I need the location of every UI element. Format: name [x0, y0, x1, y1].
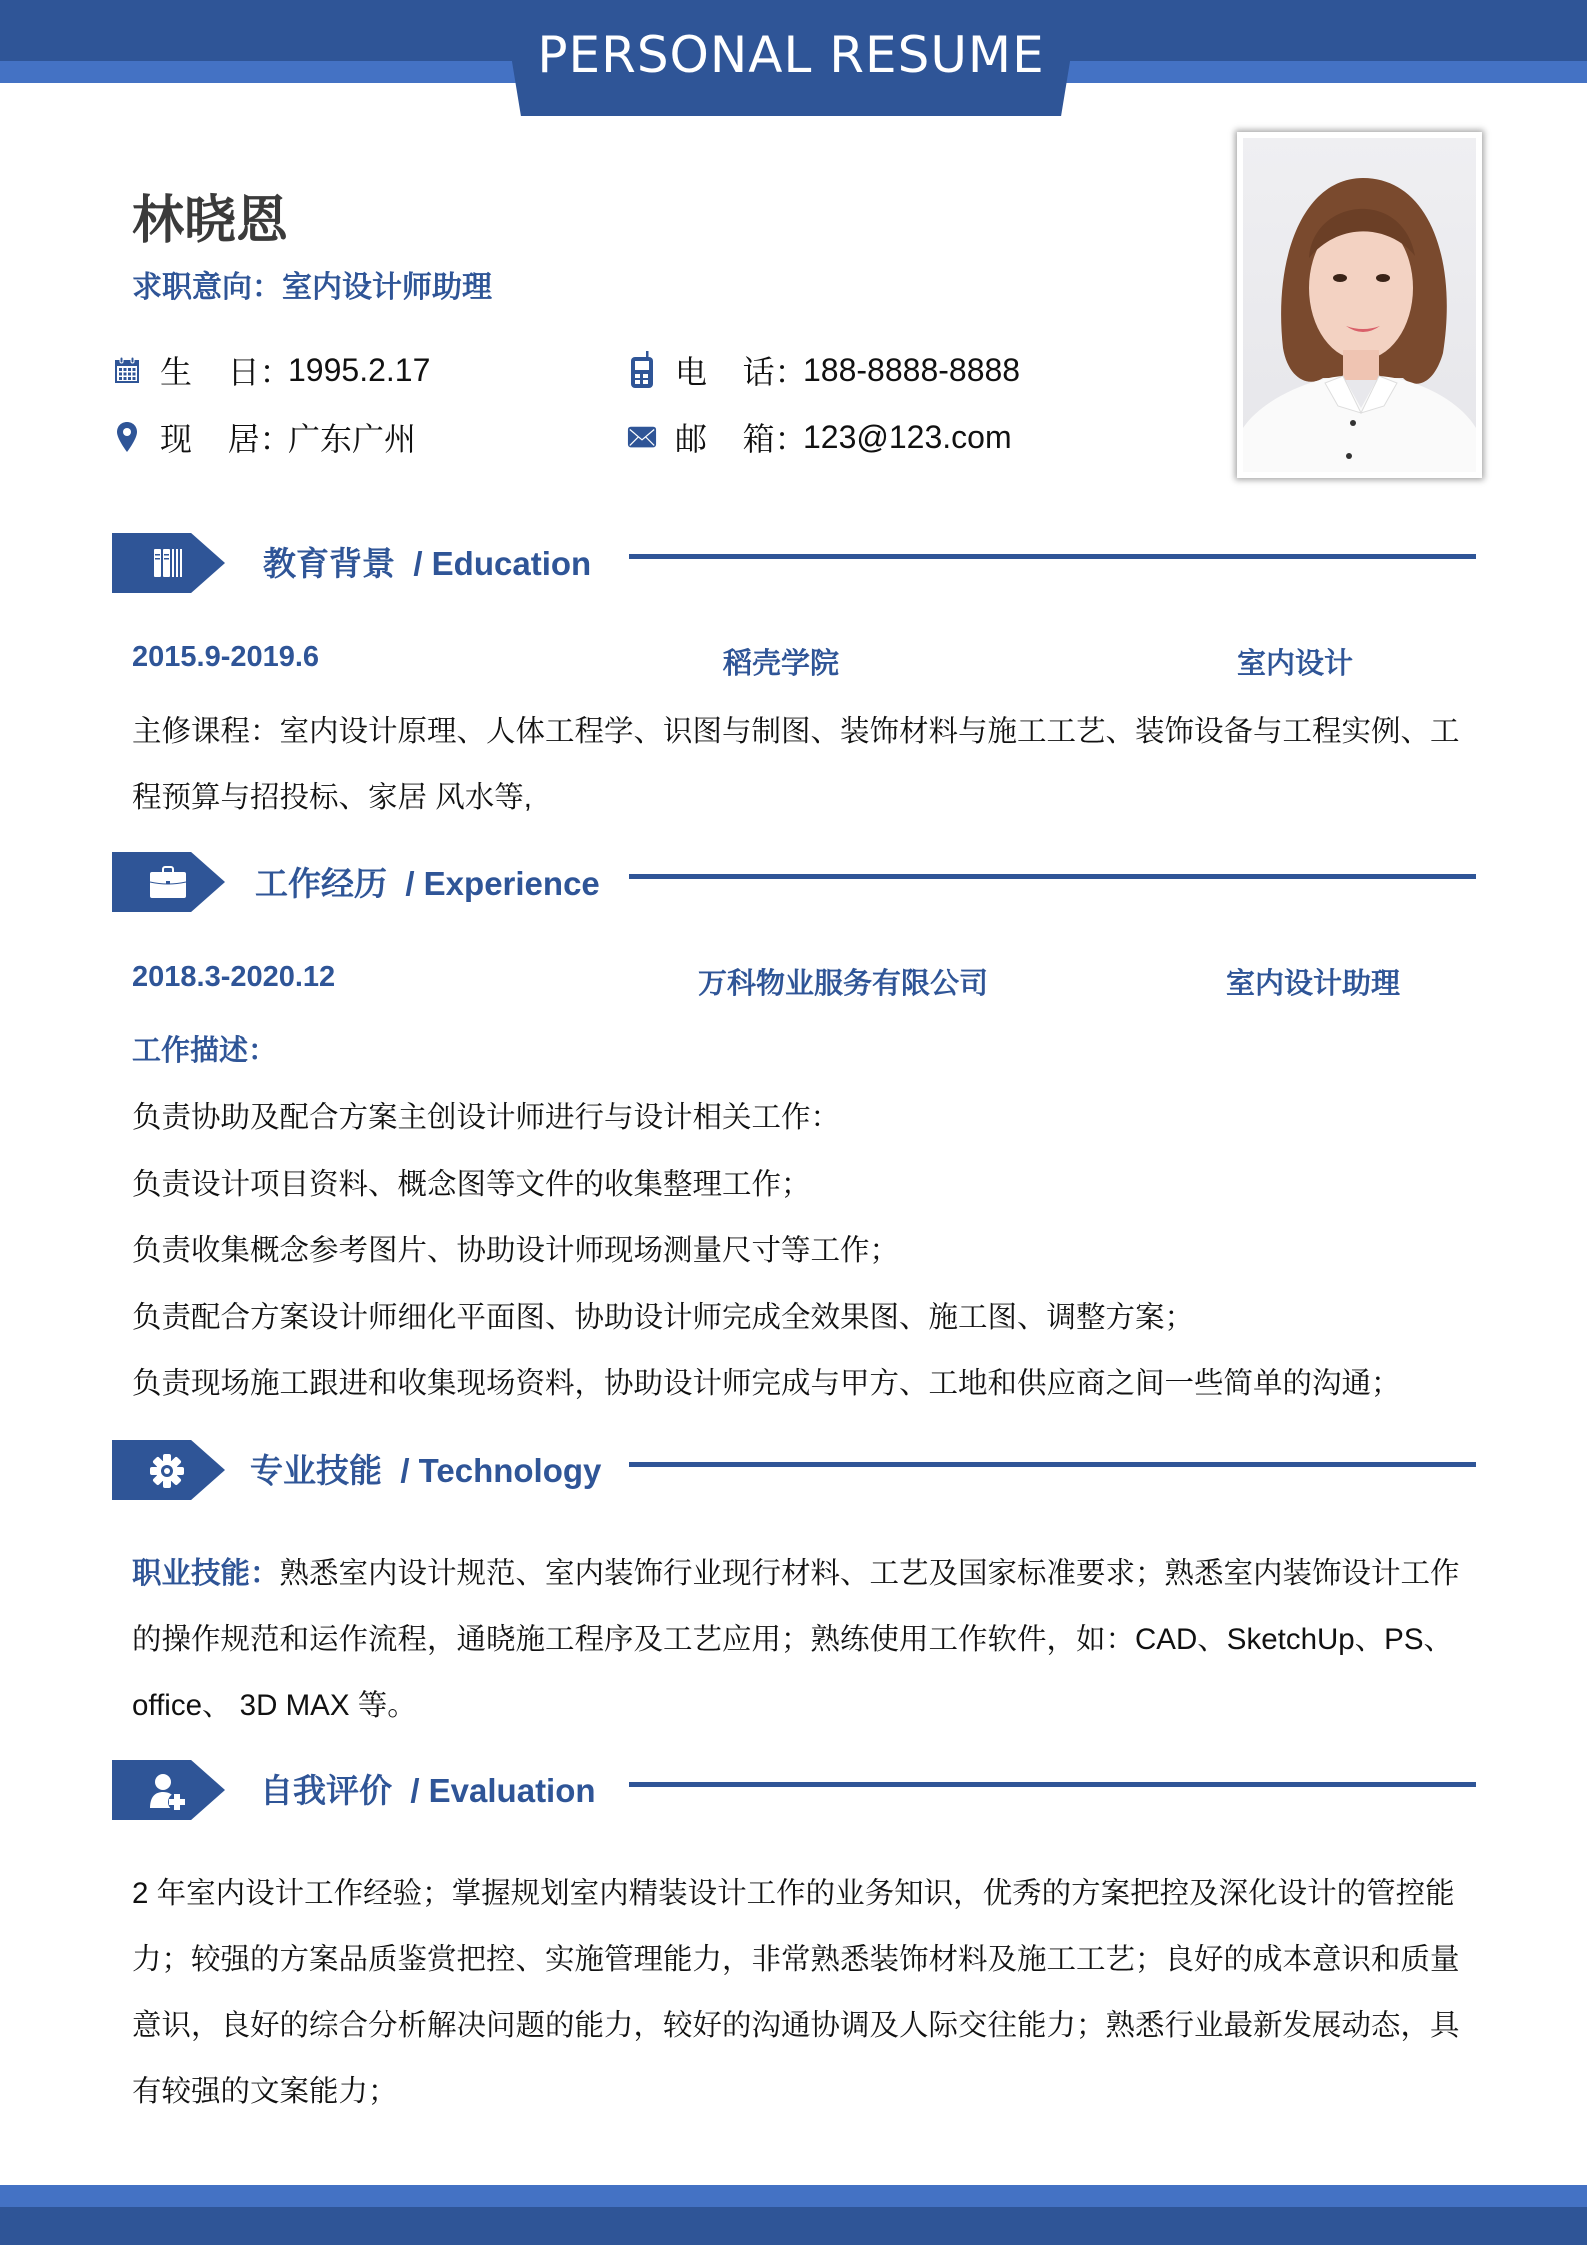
- location-pin-icon: [112, 420, 142, 454]
- mobile-phone-icon: [627, 353, 657, 387]
- experience-company: 万科物业服务有限公司: [698, 968, 989, 1000]
- section-divider: [629, 1782, 1476, 1787]
- info-email: [627, 415, 1012, 459]
- briefcase-icon: [148, 864, 184, 900]
- duty-item: 负责现场施工跟进和收集现场资料，协助设计师完成与甲方、工地和供应商之间一些简单的沟通；: [132, 1367, 1401, 1400]
- section-title-evaluation: 自我评价 / Evaluation: [260, 1772, 596, 1809]
- section-title-experience: 工作经历 / Experience: [255, 865, 600, 902]
- courses-line: 程预算与招投标、家居 风水等,: [132, 781, 532, 814]
- section-title-education: 教育背景 / Education: [263, 545, 592, 582]
- envelope-icon: [627, 420, 657, 454]
- section-title-technology: 专业技能 / Technology: [250, 1452, 602, 1489]
- duty-item: 负责收集概念参考图片、协助设计师现场测量尺寸等工作；: [132, 1234, 900, 1267]
- evaluation-line: 意识，良好的综合分析解决问题的能力，较好的沟通协调及人际交往能力；熟悉行业最新发展动态，具: [132, 2009, 1460, 2042]
- skills-line: office、 3D MAX 等。: [132, 1689, 417, 1722]
- education-period: 2015.9-2019.6: [132, 641, 320, 673]
- skills-text: 熟悉室内设计规范、室内装饰行业现行材料、工艺及国家标准要求；熟悉室内装饰设计工作: [279, 1557, 1460, 1590]
- evaluation-line: 力；较强的方案品质鉴赏把控、实施管理能力，非常熟悉装饰材料及施工工艺；良好的成本意识和质量: [132, 1943, 1460, 1976]
- location-value: 广东广州: [288, 421, 417, 457]
- evaluation-badge: [112, 1760, 225, 1820]
- info-label: 电 话：: [675, 354, 807, 390]
- experience-badge: [112, 852, 225, 912]
- experience-period: 2018.3-2020.12: [132, 961, 336, 993]
- info-label: 现 居：: [160, 421, 292, 457]
- email-value: 123@123.com: [803, 418, 1012, 455]
- info-label: 邮 箱：: [675, 421, 807, 457]
- gear-icon: [148, 1452, 184, 1488]
- page-title: PERSONAL RESUME: [537, 26, 1045, 84]
- phone-value: 188-8888-8888: [803, 351, 1021, 388]
- add-user-icon: [148, 1772, 184, 1808]
- duty-item: 负责配合方案设计师细化平面图、协助设计师完成全效果图、施工图、调整方案；: [132, 1301, 1195, 1334]
- info-phone: [627, 348, 1020, 392]
- calendar-icon: [112, 353, 142, 387]
- books-icon: [152, 545, 188, 581]
- duty-item: 负责协助及配合方案主创设计师进行与设计相关工作：: [132, 1101, 841, 1134]
- section-divider: [629, 1462, 1476, 1467]
- birthday-value: 1995.2.17: [288, 351, 431, 388]
- education-major: 室内设计: [1237, 648, 1354, 680]
- skills-label: 职业技能：: [132, 1557, 280, 1590]
- duty-item: 负责设计项目资料、概念图等文件的收集整理工作；: [132, 1168, 811, 1201]
- evaluation-line: 有较强的文案能力；: [132, 2075, 398, 2108]
- info-birthday: [112, 348, 430, 392]
- experience-position: 室内设计助理: [1226, 968, 1401, 1000]
- skills-line: [132, 1550, 1460, 1592]
- education-badge: [112, 533, 225, 593]
- technology-badge: [112, 1440, 225, 1500]
- job-objective: 求职意向：室内设计师助理: [132, 271, 492, 304]
- skills-line: 的操作规范和运作流程，通晓施工程序及工艺应用；熟练使用工作软件，如：CAD、SketchUp、PS、: [132, 1623, 1454, 1656]
- candidate-name: 林晓恩: [132, 192, 289, 250]
- info-label: 生 日：: [160, 354, 292, 390]
- footer-band-light: [0, 2185, 1587, 2207]
- photo-image: [1243, 138, 1476, 472]
- courses-line: 主修课程：室内设计原理、人体工程学、识图与制图、装饰材料与施工工艺、装饰设备与工程实例、工: [132, 715, 1460, 748]
- section-divider: [629, 874, 1476, 879]
- footer-band-dark: [0, 2207, 1587, 2245]
- info-location: [112, 415, 416, 459]
- evaluation-line: 2 年室内设计工作经验；掌握规划室内精装设计工作的业务知识，优秀的方案把控及深化设计的管控能: [132, 1877, 1455, 1910]
- work-description-label: 工作描述：: [132, 1035, 278, 1067]
- education-school: 稻壳学院: [723, 648, 840, 680]
- section-divider: [629, 554, 1476, 559]
- profile-photo: [1237, 132, 1482, 478]
